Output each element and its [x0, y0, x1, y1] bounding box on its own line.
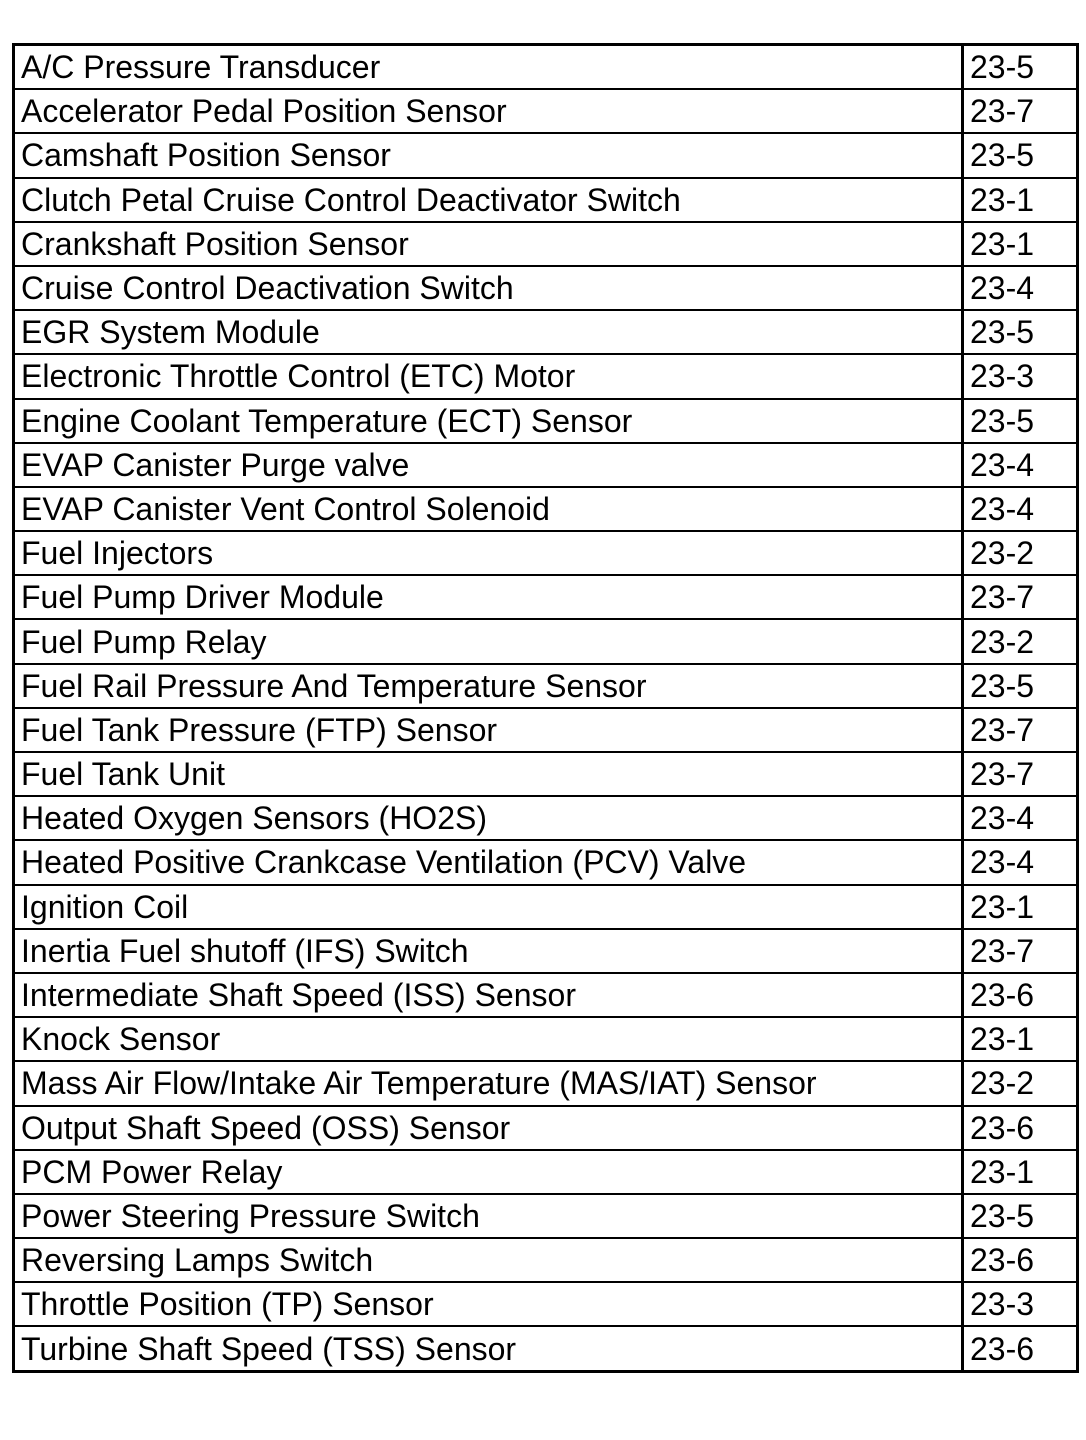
component-name-cell: Intermediate Shaft Speed (ISS) Sensor [14, 973, 963, 1017]
table-row [14, 575, 1078, 619]
table-row [14, 1106, 1078, 1150]
table-row [14, 443, 1078, 487]
page-reference-cell: 23-4 [963, 266, 1078, 310]
page-reference-cell: 23-2 [963, 619, 1078, 663]
table-row [14, 1061, 1078, 1105]
table-row [14, 929, 1078, 973]
table-row [14, 531, 1078, 575]
page-reference-cell: 23-1 [963, 1150, 1078, 1194]
component-name-cell: PCM Power Relay [14, 1150, 963, 1194]
page-reference-cell: 23-7 [963, 752, 1078, 796]
page-reference-cell: 23-5 [963, 664, 1078, 708]
component-name-cell: Heated Positive Crankcase Ventilation (PCV) Valve [14, 840, 963, 884]
page-reference-cell: 23-7 [963, 89, 1078, 133]
component-name-cell: Mass Air Flow/Intake Air Temperature (MAS/IAT) Sensor [14, 1061, 963, 1105]
component-name-cell: Fuel Pump Driver Module [14, 575, 963, 619]
table-row [14, 1150, 1078, 1194]
page-reference-cell: 23-2 [963, 531, 1078, 575]
component-name-cell: Reversing Lamps Switch [14, 1238, 963, 1282]
table-row [14, 1326, 1078, 1371]
table-row [14, 885, 1078, 929]
component-name-cell: EGR System Module [14, 310, 963, 354]
component-name-cell: Camshaft Position Sensor [14, 133, 963, 177]
page-reference-cell: 23-7 [963, 929, 1078, 973]
component-name-cell: Inertia Fuel shutoff (IFS) Switch [14, 929, 963, 973]
page-reference-cell: 23-1 [963, 885, 1078, 929]
page-reference-cell: 23-1 [963, 222, 1078, 266]
table-row [14, 354, 1078, 398]
table-row [14, 1017, 1078, 1061]
table-row [14, 664, 1078, 708]
table-row [14, 310, 1078, 354]
page-reference-cell: 23-4 [963, 796, 1078, 840]
component-name-cell: Ignition Coil [14, 885, 963, 929]
component-name-cell: Output Shaft Speed (OSS) Sensor [14, 1106, 963, 1150]
table-row [14, 399, 1078, 443]
component-name-cell: Fuel Tank Unit [14, 752, 963, 796]
table-row [14, 840, 1078, 884]
page-reference-cell: 23-4 [963, 840, 1078, 884]
component-index-table [12, 43, 1079, 1373]
table-row [14, 487, 1078, 531]
component-name-cell: Fuel Tank Pressure (FTP) Sensor [14, 708, 963, 752]
page-reference-cell: 23-7 [963, 575, 1078, 619]
table-row [14, 178, 1078, 222]
table-row [14, 222, 1078, 266]
table-row [14, 1282, 1078, 1326]
table-row [14, 1194, 1078, 1238]
table-row [14, 89, 1078, 133]
component-name-cell: Electronic Throttle Control (ETC) Motor [14, 354, 963, 398]
component-name-cell: Fuel Injectors [14, 531, 963, 575]
table-row [14, 266, 1078, 310]
component-name-cell: Engine Coolant Temperature (ECT) Sensor [14, 399, 963, 443]
component-name-cell: Cruise Control Deactivation Switch [14, 266, 963, 310]
component-name-cell: Knock Sensor [14, 1017, 963, 1061]
page-reference-cell: 23-4 [963, 443, 1078, 487]
component-name-cell: Fuel Rail Pressure And Temperature Sensor [14, 664, 963, 708]
component-name-cell: Clutch Petal Cruise Control Deactivator Switch [14, 178, 963, 222]
table-row [14, 133, 1078, 177]
page-reference-cell: 23-4 [963, 487, 1078, 531]
page-reference-cell: 23-3 [963, 354, 1078, 398]
page-reference-cell: 23-5 [963, 45, 1078, 90]
table-row [14, 619, 1078, 663]
page-reference-cell: 23-1 [963, 178, 1078, 222]
page-reference-cell: 23-2 [963, 1061, 1078, 1105]
table-row [14, 796, 1078, 840]
page-reference-cell: 23-1 [963, 1017, 1078, 1061]
table-row [14, 973, 1078, 1017]
component-name-cell: Throttle Position (TP) Sensor [14, 1282, 963, 1326]
page-reference-cell: 23-5 [963, 133, 1078, 177]
page-reference-cell: 23-6 [963, 1326, 1078, 1371]
component-name-cell: Fuel Pump Relay [14, 619, 963, 663]
table-body [14, 45, 1078, 1372]
component-name-cell: Turbine Shaft Speed (TSS) Sensor [14, 1326, 963, 1371]
component-name-cell: EVAP Canister Vent Control Solenoid [14, 487, 963, 531]
table-row [14, 752, 1078, 796]
page-reference-cell: 23-5 [963, 1194, 1078, 1238]
component-name-cell: Crankshaft Position Sensor [14, 222, 963, 266]
page-reference-cell: 23-6 [963, 1106, 1078, 1150]
table-row [14, 1238, 1078, 1282]
page-reference-cell: 23-5 [963, 310, 1078, 354]
component-name-cell: Power Steering Pressure Switch [14, 1194, 963, 1238]
component-name-cell: A/C Pressure Transducer [21, 49, 381, 86]
page-reference-cell: 23-6 [963, 973, 1078, 1017]
page-reference-cell: 23-7 [963, 708, 1078, 752]
component-name-cell: Heated Oxygen Sensors (HO2S) [14, 796, 963, 840]
page-reference-cell: 23-6 [963, 1238, 1078, 1282]
component-name-cell: Accelerator Pedal Position Sensor [14, 89, 963, 133]
table-row [14, 45, 1078, 90]
table-row [14, 708, 1078, 752]
component-name-cell: EVAP Canister Purge valve [14, 443, 963, 487]
page-reference-cell: 23-5 [963, 399, 1078, 443]
page-reference-cell: 23-3 [963, 1282, 1078, 1326]
